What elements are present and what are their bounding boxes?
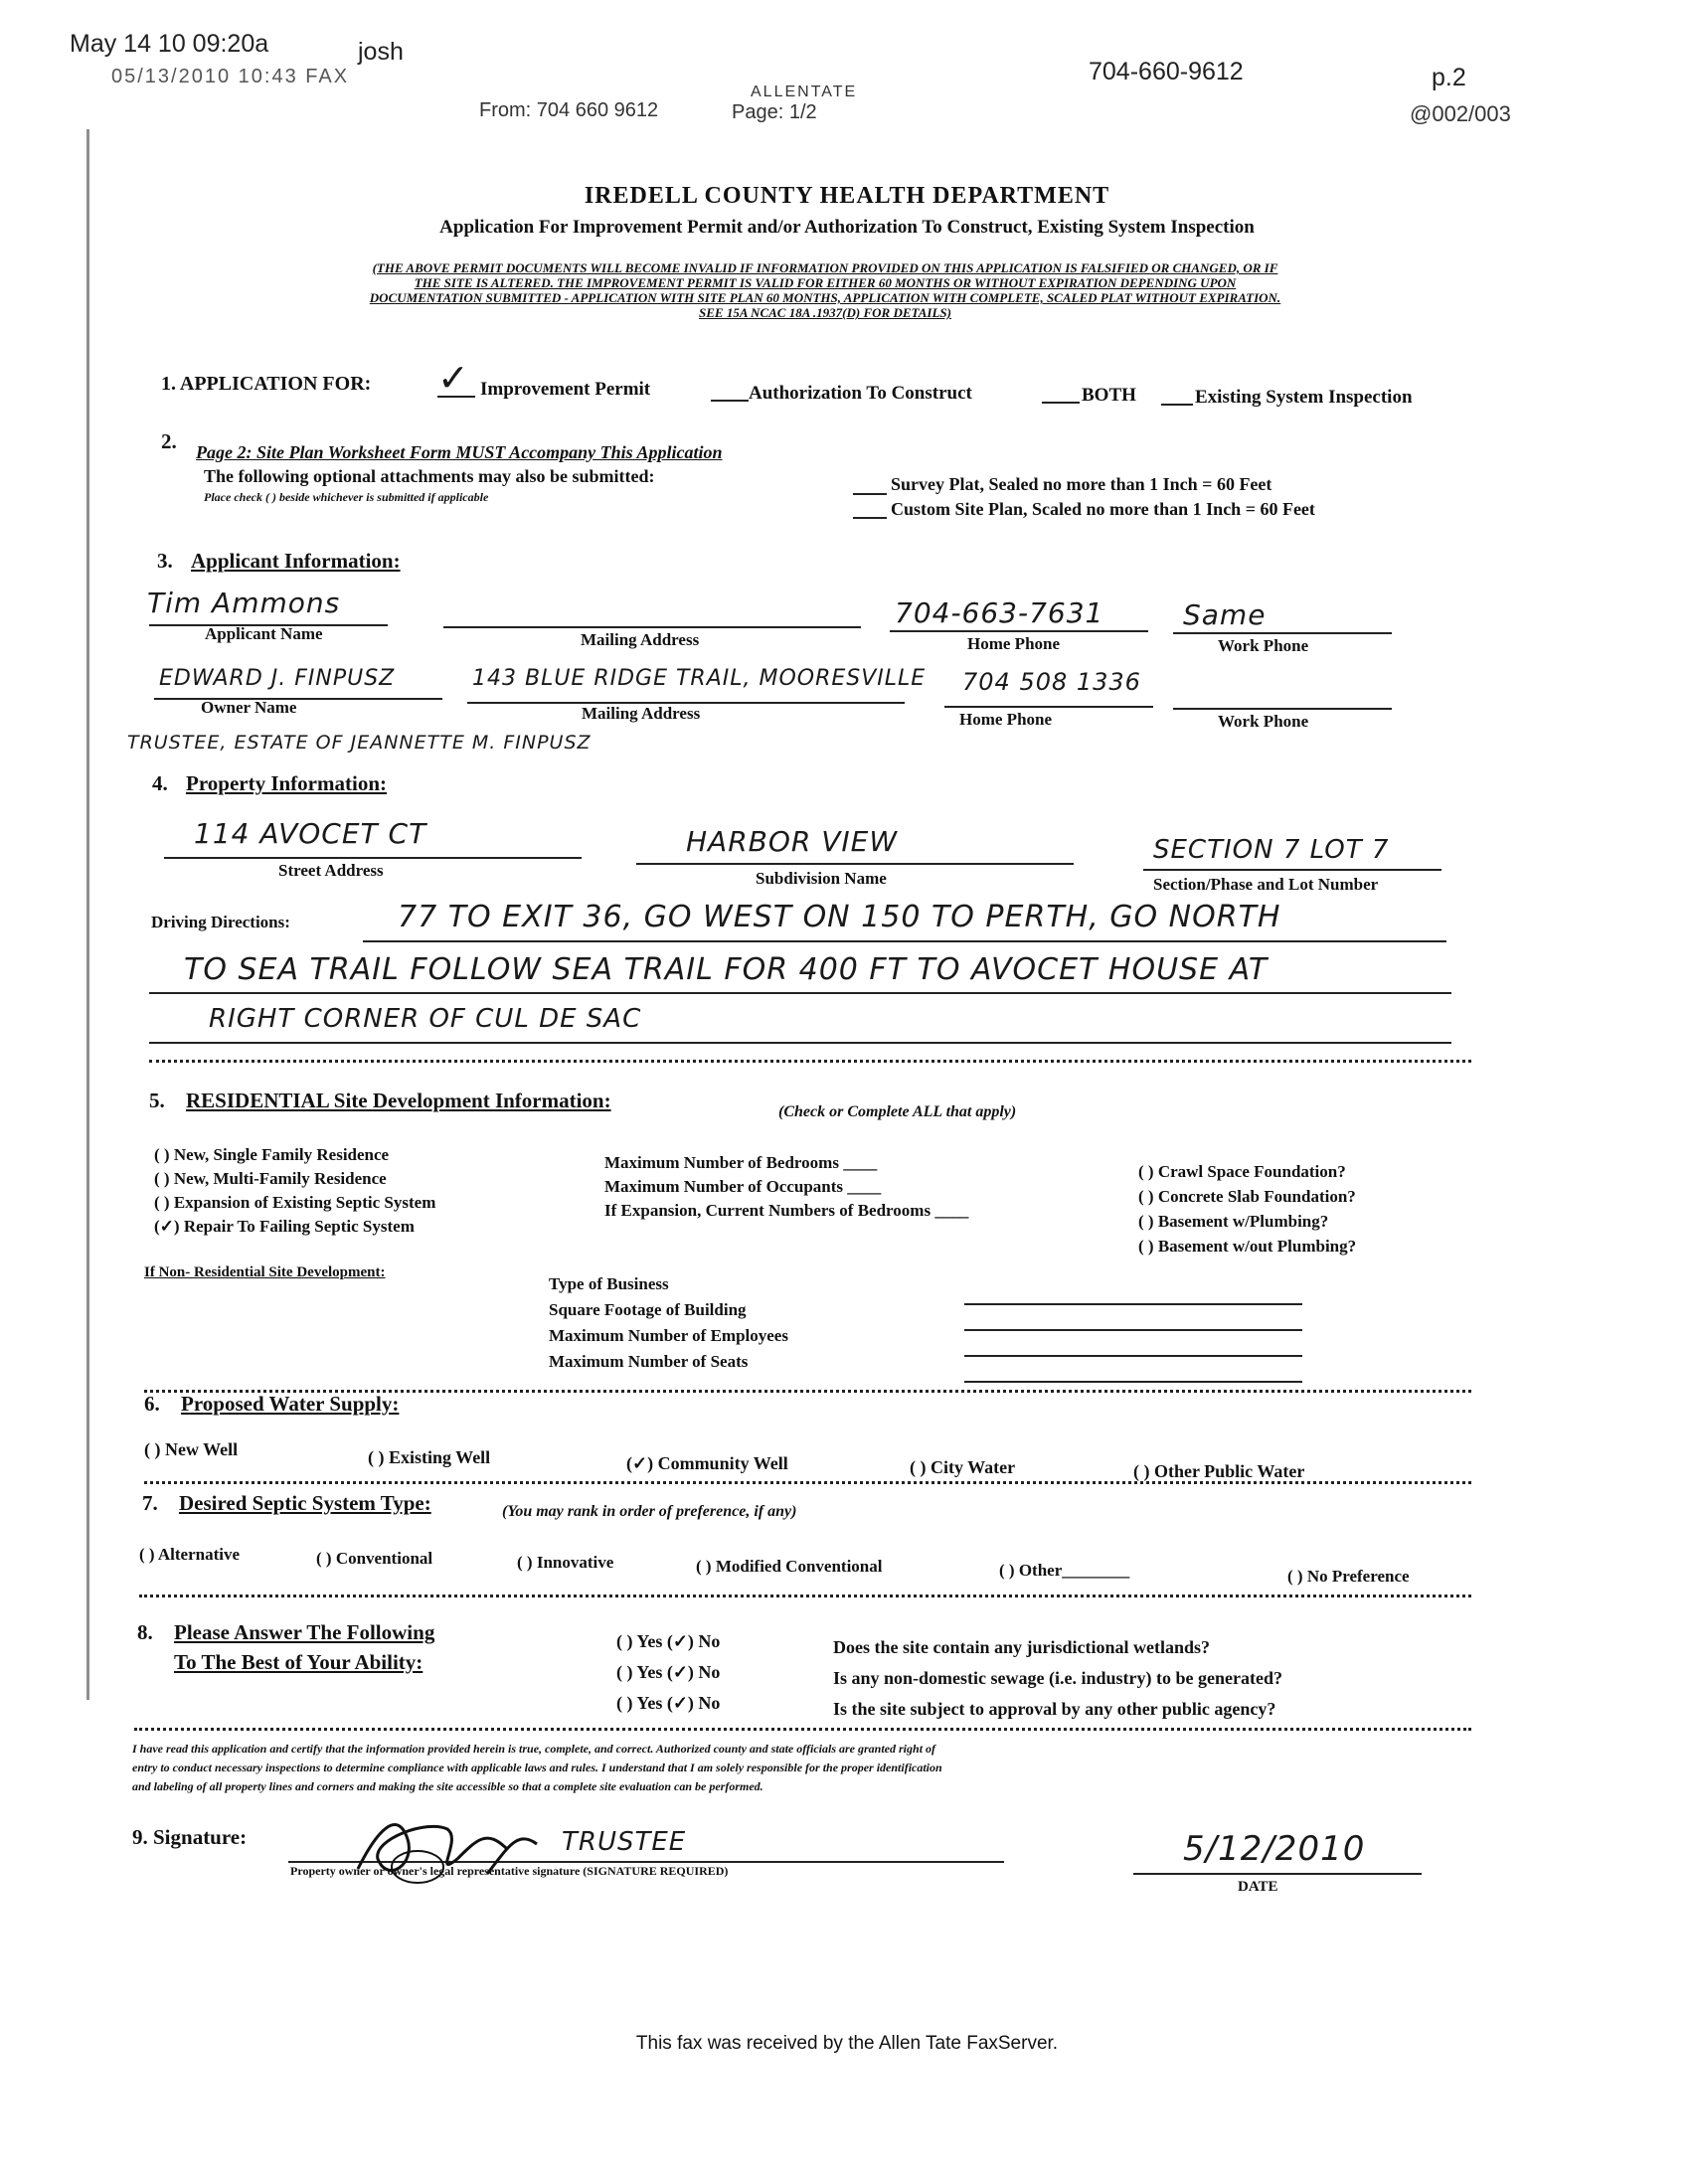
signature-date-value: 5/12/2010: [1183, 1829, 1366, 1869]
blank-line: [363, 940, 1446, 942]
work-phone-label: Work Phone: [1218, 636, 1309, 655]
septic-option-alternative: ( ) Alternative: [139, 1545, 241, 1564]
blank-line: [1143, 869, 1441, 871]
answer-approval: ( ) Yes (✓) No: [616, 1693, 721, 1713]
question-approval: Is the site subject to approval by any other public agency?: [833, 1699, 1276, 1719]
answer-wetlands: ( ) Yes (✓) No: [616, 1631, 721, 1651]
date-label: DATE: [1238, 1879, 1278, 1895]
owner-work-phone-label: Work Phone: [1218, 712, 1309, 731]
applicant-name-label: Applicant Name: [205, 624, 323, 643]
applicant-home-phone-value: 704-663-7631: [895, 596, 1104, 629]
directions-line-2: TO SEA TRAIL FOLLOW SEA TRAIL FOR 400 FT TO AVOCET HOUSE AT: [184, 952, 1269, 987]
owner-name-value: EDWARD J. FINPUSZ: [159, 666, 396, 691]
directions-line-1: 77 TO EXIT 36, GO WEST ON 150 TO PERTH, GO NORTH: [398, 900, 1281, 934]
blank-line: [964, 1303, 1302, 1305]
applicant-name-value: Tim Ammons: [147, 587, 341, 619]
section1-label: 1. APPLICATION FOR:: [161, 373, 372, 395]
subdivision-label: Subdivision Name: [756, 869, 887, 888]
section3-num: 3.: [157, 549, 173, 573]
water-option-other-public: ( ) Other Public Water: [1133, 1461, 1305, 1481]
fax-datetime: May 14 10 09:20a: [70, 30, 269, 58]
water-option-new-well: ( ) New Well: [144, 1439, 239, 1459]
blank-line: [964, 1381, 1302, 1383]
section2-optional: The following optional attachments may also be submitted:: [204, 466, 655, 486]
blank-line: [711, 400, 749, 402]
section8-heading-1: Please Answer The Following: [174, 1620, 435, 1644]
list-item: Square Footage of Building: [549, 1300, 747, 1319]
street-address-label: Street Address: [278, 861, 384, 880]
blank-line: [164, 857, 582, 859]
at-icon: @: [1410, 101, 1433, 126]
home-phone-label: Home Phone: [967, 634, 1061, 653]
fax-phone: 704-660-9612: [1089, 58, 1244, 85]
blank-line: [149, 992, 1451, 994]
form-title: IREDELL COUNTY HEALTH DEPARTMENT: [584, 183, 1110, 209]
blank-line: [636, 863, 1074, 865]
fax-page-count: @002/003: [1410, 101, 1511, 126]
list-item: ( ) Expansion of Existing Septic System: [154, 1193, 436, 1212]
answer-sewage: ( ) Yes (✓) No: [616, 1662, 721, 1682]
septic-option-other: ( ) Other________: [999, 1561, 1130, 1580]
section5-num: 5.: [149, 1089, 165, 1112]
fax-left-stamp: 05/13/2010 10:43 FAX: [111, 66, 350, 87]
list-item: ( ) Basement w/Plumbing?: [1138, 1212, 1329, 1231]
blank-line: [944, 706, 1153, 708]
water-option-existing-well: ( ) Existing Well: [368, 1447, 491, 1467]
signature-caption: Property owner or owner's legal representative signature (SIGNATURE REQUIRED): [290, 1864, 729, 1878]
question-wetlands: Does the site contain any jurisdictional wetlands?: [833, 1637, 1211, 1657]
residence-type-list: [154, 1143, 435, 1239]
list-item: ( ) Basement w/out Plumbing?: [1138, 1237, 1357, 1256]
option-authorization: Authorization To Construct: [749, 383, 972, 404]
owner-home-phone-label: Home Phone: [959, 710, 1053, 729]
section8-heading-2: To The Best of Your Ability:: [174, 1650, 424, 1674]
date-line: [1133, 1873, 1422, 1875]
option-custom-site-plan: Custom Site Plan, Scaled no more than 1 Inch = 60 Feet: [891, 499, 1315, 519]
question-sewage: Is any non-domestic sewage (i.e. industry) to be generated?: [833, 1668, 1282, 1688]
fax-company: ALLENTATE: [751, 84, 858, 100]
list-item: (✓) Repair To Failing Septic System: [154, 1217, 415, 1236]
signature-label: 9. Signature:: [132, 1825, 248, 1849]
subdivision-value: HARBOR VIEW: [686, 825, 899, 858]
blank-line: [1173, 632, 1392, 634]
blank-line: [437, 396, 475, 398]
blank-line: [890, 630, 1148, 632]
check-mark-icon: ✓: [437, 356, 470, 400]
street-address-value: 114 AVOCET CT: [194, 817, 427, 850]
water-option-city-water: ( ) City Water: [910, 1457, 1016, 1477]
section6-num: 6.: [144, 1392, 160, 1416]
section8-questions: [833, 1632, 1282, 1725]
section5-note: (Check or Complete ALL that apply): [778, 1103, 1017, 1120]
section7-num: 7.: [142, 1491, 158, 1515]
fax-left-edge-line: [86, 129, 89, 1700]
fax-page-of: Page: 1/2: [732, 101, 817, 123]
section2-num: 2.: [161, 429, 177, 453]
dotted-divider: [139, 1595, 1471, 1597]
owner-mailing-label: Mailing Address: [582, 704, 701, 723]
nonres-heading: If Non- Residential Site Development:: [144, 1264, 386, 1280]
owner-mailing-value: 143 BLUE RIDGE TRAIL, MOORESVILLE: [472, 666, 927, 691]
form-subtitle: Application For Improvement Permit and/or Authorization To Construct, Existing System Inspection: [439, 217, 1255, 238]
section4-num: 4.: [152, 771, 168, 795]
blank-line: [964, 1329, 1302, 1331]
signature-title-value: TRUSTEE: [562, 1827, 687, 1857]
list-item: ( ) Crawl Space Foundation?: [1138, 1162, 1346, 1181]
blank-line: [964, 1355, 1302, 1357]
owner-name-label: Owner Name: [201, 698, 297, 717]
blank-line: [154, 698, 442, 700]
section4-heading: Property Information:: [186, 771, 387, 795]
fax-from-line: From: 704 660 9612: [479, 99, 659, 121]
owner-note-value: TRUSTEE, ESTATE OF JEANNETTE M. FINPUSZ: [127, 732, 592, 754]
list-item: Maximum Number of Employees: [549, 1326, 788, 1345]
fax-page: p.2: [1432, 64, 1466, 91]
occupancy-list: [604, 1151, 968, 1223]
blank-line: [853, 517, 887, 519]
blank-line: [1042, 402, 1080, 404]
directions-line-3: RIGHT CORNER OF CUL DE SAC: [209, 1004, 642, 1034]
blank-line: [443, 626, 861, 628]
dotted-divider: [144, 1481, 1471, 1484]
section2-heading: Page 2: Site Plan Worksheet Form MUST Accompany This Application: [196, 442, 723, 462]
option-survey-plat: Survey Plat, Sealed no more than 1 Inch = 60 Feet: [891, 474, 1272, 494]
fax-footer: This fax was received by the Allen Tate FaxServer.: [635, 2033, 1059, 2054]
certification-text: I have read this application and certify that the information provided herein is true, complete, and correct. Authorized county and state officials are granted right of entry to conduct necessary inspections to determine compliance with applicable laws and rules. I understand that I am solely responsible for the proper identification and labeling of all property lines and corners and making the site accessible so that a complete site evaluation can be performed.: [132, 1742, 942, 1793]
blank-line: [1173, 708, 1392, 710]
septic-option-modified: ( ) Modified Conventional: [696, 1557, 883, 1576]
section8-num: 8.: [137, 1620, 153, 1644]
driving-directions-label: Driving Directions:: [151, 913, 290, 931]
section-lot-label: Section/Phase and Lot Number: [1153, 875, 1379, 894]
option-improvement-permit: Improvement Permit: [480, 379, 651, 400]
section-lot-value: SECTION 7 LOT 7: [1153, 835, 1390, 865]
dotted-divider: [149, 1060, 1471, 1063]
list-item: Maximum Number of Bedrooms ____: [604, 1153, 878, 1172]
section5-heading: RESIDENTIAL Site Development Information:: [186, 1089, 611, 1112]
mailing-address-label: Mailing Address: [581, 630, 700, 649]
owner-home-phone-value: 704 508 1336: [962, 668, 1141, 696]
section7-heading: Desired Septic System Type:: [179, 1491, 431, 1515]
septic-option-innovative: ( ) Innovative: [517, 1553, 614, 1572]
section8-answers: [616, 1626, 720, 1719]
list-item: ( ) Concrete Slab Foundation?: [1138, 1187, 1356, 1206]
fax-sender: josh: [358, 38, 404, 66]
option-existing-inspection: Existing System Inspection: [1195, 387, 1413, 408]
nonres-list: [549, 1271, 788, 1375]
water-option-community-well: (✓) Community Well: [626, 1453, 788, 1473]
list-item: If Expansion, Current Numbers of Bedrooms ____: [604, 1201, 969, 1220]
list-item: Maximum Number of Occupants ____: [604, 1177, 882, 1196]
dotted-divider: [134, 1728, 1471, 1731]
blank-line: [853, 493, 887, 495]
foundation-list: [1138, 1159, 1356, 1259]
applicant-work-phone-value: Same: [1183, 598, 1267, 631]
list-item: Maximum Number of Seats: [549, 1352, 749, 1371]
septic-option-no-preference: ( ) No Preference: [1287, 1567, 1410, 1586]
section3-heading: Applicant Information:: [191, 549, 401, 573]
blank-line: [1161, 404, 1193, 406]
section6-heading: Proposed Water Supply:: [181, 1392, 400, 1416]
blank-line: [149, 1042, 1451, 1044]
list-item: Type of Business: [549, 1274, 669, 1293]
list-item: ( ) New, Multi-Family Residence: [154, 1169, 387, 1188]
list-item: ( ) New, Single Family Residence: [154, 1145, 390, 1164]
section2-place-check: Place check ( ) beside whichever is submitted if applicable: [204, 490, 489, 504]
section7-note: (You may rank in order of preference, if any): [502, 1503, 797, 1520]
septic-option-conventional: ( ) Conventional: [316, 1549, 433, 1568]
form-disclaimer: (THE ABOVE PERMIT DOCUMENTS WILL BECOME INVALID IF INFORMATION PROVIDED ON THIS APPLICATION IS FALSIFIED OR CHANGED, OR IF THE SITE IS ALTERED. THE IMPROVEMENT PERMIT IS VALID FOR EITHER 60 MONTHS OR WITHOUT EXPIRATION DEPENDING UPON DOCUMENTATION SUBMITTED - APPLICATION WITH SITE PLAN 60 MONTHS, APPLICATION WITH COMPLETE, SCALED PLAT WITHOUT EXPIRATION. SEE 15A NCAC 18A .1937(D) FOR DETAILS): [369, 260, 1281, 320]
option-both: BOTH: [1082, 385, 1136, 406]
